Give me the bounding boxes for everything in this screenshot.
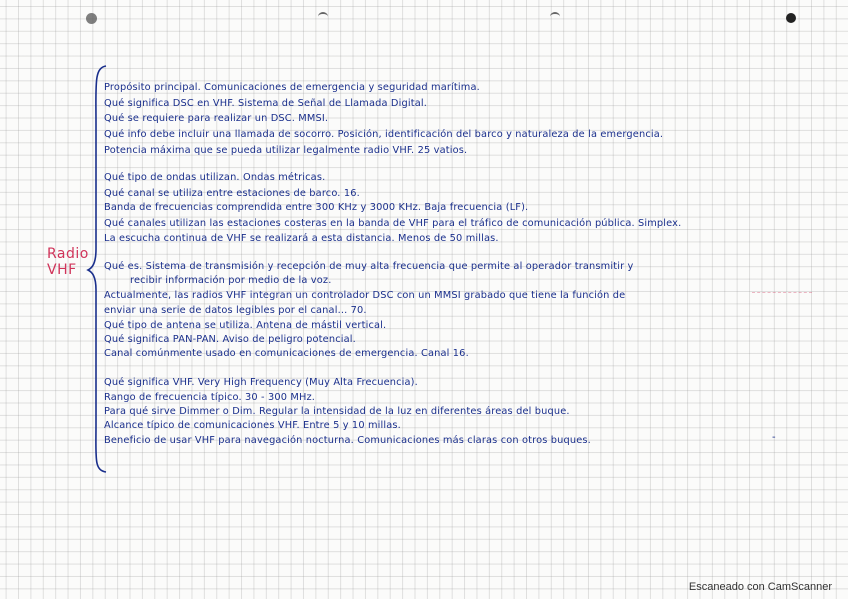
side-label-radio: Radio (47, 246, 89, 262)
note-line: Qué tipo de antena se utiliza. Antena de mástil vertical. (104, 320, 387, 331)
binder-hole-1 (86, 13, 97, 24)
margin-dots (752, 292, 812, 295)
note-line: Para qué sirve Dimmer o Dim. Regular la intensidad de la luz en diferentes áreas del buque. (104, 406, 570, 417)
note-line: Potencia máxima que se pueda utilizar legalmente radio VHF. 25 vatios. (104, 145, 468, 156)
note-line: Qué es. Sistema de transmisión y recepción de muy alta frecuencia que permite al operador transmitir y (104, 261, 634, 272)
note-line: Qué significa DSC en VHF. Sistema de Señal de Llamada Digital. (104, 98, 427, 109)
binder-hole-2 (318, 12, 328, 21)
note-line: Qué canal se utiliza entre estaciones de barco. 16. (104, 188, 360, 199)
note-line: Qué significa PAN-PAN. Aviso de peligro potencial. (104, 334, 356, 345)
note-line: Propósito principal. Comunicaciones de emergencia y seguridad marítima. (104, 82, 480, 93)
note-line: Qué significa VHF. Very High Frequency (Muy Alta Frecuencia). (104, 377, 418, 388)
note-line: Qué tipo de ondas utilizan. Ondas métricas. (104, 172, 326, 183)
note-line: Alcance típico de comunicaciones VHF. Entre 5 y 10 millas. (104, 420, 401, 431)
scanner-watermark: Escaneado con CamScanner (688, 581, 832, 593)
note-line: Beneficio de usar VHF para navegación nocturna. Comunicaciones más claras con otros buques. (104, 435, 591, 446)
note-line: Banda de frecuencias comprendida entre 300 KHz y 3000 KHz. Baja frecuencia (LF). (104, 202, 529, 213)
note-line: Qué se requiere para realizar un DSC. MMSI. (104, 113, 329, 124)
note-line: enviar una serie de datos legibles por el canal... 70. (104, 305, 367, 316)
binder-hole-3 (550, 12, 560, 21)
note-line: Rango de frecuencia típico. 30 - 300 MHz. (104, 392, 316, 403)
note-line: Canal comúnmente usado en comunicaciones de emergencia. Canal 16. (104, 348, 469, 359)
dash-mark: - (772, 432, 776, 443)
binder-hole-4 (786, 13, 796, 23)
side-label-vhf: VHF (47, 262, 77, 278)
note-line: Qué info debe incluir una llamada de socorro. Posición, identificación del barco y naturaleza de la emergencia. (104, 129, 664, 140)
note-line: recibir información por medio de la voz. (130, 275, 332, 286)
note-line: La escucha continua de VHF se realizará a esta distancia. Menos de 50 millas. (104, 233, 499, 244)
note-line: Qué canales utilizan las estaciones costeras en la banda de VHF para el tráfico de comunicación pública. Simplex. (104, 218, 682, 229)
note-line: Actualmente, las radios VHF integran un controlador DSC con un MMSI grabado que tiene la función de (104, 290, 626, 301)
